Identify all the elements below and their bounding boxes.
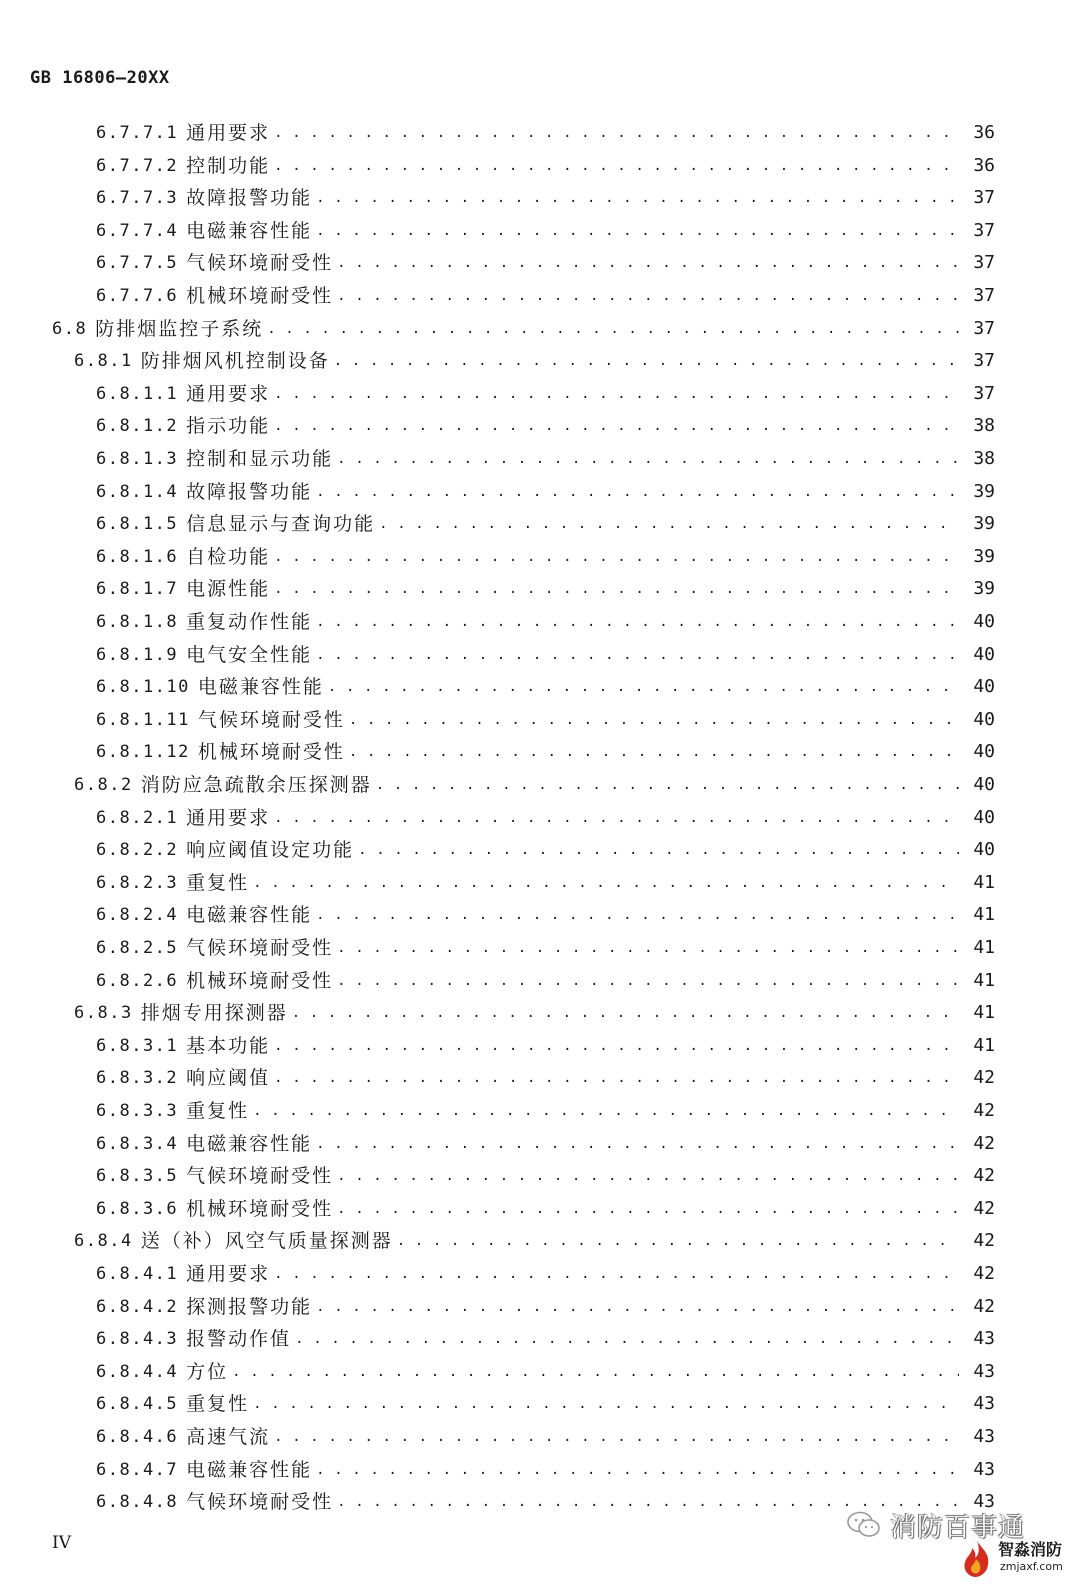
- toc-entry-title: 电磁兼容性能: [197, 676, 324, 699]
- toc-entry[interactable]: [0, 1062, 1080, 1094]
- toc-entry-page: 41: [973, 904, 995, 926]
- toc-leader-dots: [337, 247, 959, 279]
- toc-entry[interactable]: [0, 247, 1080, 279]
- toc-leader-dots: [274, 1062, 959, 1094]
- toc-entry-number: 6.8.2.1: [96, 807, 179, 828]
- toc-leader-dots: [253, 1095, 959, 1127]
- toc-entry-number: 6.8.4.1: [96, 1264, 179, 1284]
- toc-entry-title: 重复性: [186, 1393, 250, 1416]
- toc-leader-dots: [316, 606, 959, 638]
- toc-entry-number: 6.7.7.3: [96, 188, 179, 209]
- toc-entry-number: 6.8.4.7: [96, 1459, 179, 1480]
- toc-entry-number: 6.8.4.3: [96, 1329, 179, 1350]
- toc-entry-title: 基本功能: [186, 1034, 271, 1057]
- toc-entry-page: 38: [973, 415, 995, 437]
- toc-leader-dots: [337, 280, 959, 312]
- toc-entry[interactable]: [0, 867, 1080, 899]
- toc-entry-number: 6.7.7.4: [96, 220, 179, 241]
- toc-entry-title: 故障报警功能: [186, 480, 313, 503]
- toc-leader-dots: [316, 639, 959, 671]
- toc-entry-page: 41: [973, 1034, 995, 1056]
- toc-entry-title: 机械环境耐受性: [197, 741, 345, 764]
- toc-entry-title: 探测报警功能: [186, 1295, 313, 1318]
- toc-entry-page: 42: [973, 1132, 995, 1154]
- toc-entry-title: 防排烟风机控制设备: [140, 350, 330, 373]
- toc-entry[interactable]: [0, 378, 1080, 410]
- watermark-text: 消防百事通: [890, 1512, 1026, 1543]
- toc-entry-page: 39: [973, 513, 995, 535]
- toc-entry-page: 36: [973, 122, 995, 143]
- toc-entry-title: 控制功能: [186, 154, 271, 177]
- toc-entry-page: 42: [973, 1067, 995, 1089]
- toc-entry-title: 电气安全性能: [186, 643, 313, 666]
- toc-leader-dots: [274, 1258, 959, 1290]
- toc-entry-title: 电磁兼容性能: [186, 219, 313, 242]
- toc-entry[interactable]: [0, 899, 1080, 931]
- toc-entry-page: 39: [973, 545, 995, 567]
- toc-entry-number: 6.8.1.2: [96, 416, 179, 437]
- toc-entry-number: 6.8.1.4: [96, 481, 179, 502]
- toc-entry[interactable]: [0, 1323, 1080, 1355]
- toc-entry[interactable]: [0, 443, 1080, 475]
- toc-entry-title: 重复性: [186, 1100, 250, 1122]
- toc-entry-title: 通用要求: [186, 1263, 271, 1285]
- toc-entry-title: 消防应急疏散余压探测器: [140, 774, 372, 796]
- toc-entry-number: 6.8: [52, 318, 88, 339]
- toc-entry-page: 43: [973, 1458, 995, 1480]
- toc-entry-page: 37: [973, 317, 995, 339]
- toc-entry[interactable]: [0, 1225, 1080, 1257]
- toc-leader-dots: [274, 1421, 959, 1453]
- toc-leader-dots: [274, 150, 959, 182]
- toc-entry[interactable]: [0, 1258, 1080, 1290]
- toc-entry-page: 42: [973, 1263, 995, 1284]
- toc-entry-title: 电磁兼容性能: [186, 1132, 313, 1155]
- toc-entry-page: 42: [973, 1100, 995, 1121]
- toc-entry-page: 41: [973, 871, 995, 893]
- toc-entry-title: 气候环境耐受性: [186, 1165, 334, 1188]
- toc-entry-number: 6.8.4.4: [96, 1361, 179, 1382]
- toc-entry[interactable]: [0, 1356, 1080, 1388]
- toc-entry-number: 6.8.1.3: [96, 449, 179, 469]
- toc-leader-dots: [274, 541, 959, 573]
- toc-entry-page: 42: [973, 1197, 995, 1219]
- toc-leader-dots: [316, 899, 959, 931]
- toc-entry[interactable]: [0, 508, 1080, 540]
- brand-logo: [958, 1535, 1068, 1583]
- toc-leader-dots: [274, 573, 959, 605]
- toc-entry-title: 指示功能: [186, 415, 271, 438]
- toc-entry[interactable]: [0, 606, 1080, 638]
- toc-entry[interactable]: [0, 736, 1080, 768]
- toc-leader-dots: [316, 1291, 959, 1323]
- toc-entry[interactable]: [0, 1160, 1080, 1192]
- toc-entry-title: 信息显示与查询功能: [186, 513, 376, 536]
- toc-leader-dots: [379, 508, 959, 540]
- toc-entry[interactable]: [0, 1388, 1080, 1420]
- toc-entry[interactable]: [0, 215, 1080, 247]
- toc-entry-page: 37: [973, 252, 995, 274]
- toc-entry[interactable]: [0, 769, 1080, 801]
- toc-entry-page: 40: [973, 806, 995, 828]
- toc-entry[interactable]: [0, 1030, 1080, 1062]
- toc-entry-page: 37: [973, 187, 995, 209]
- toc-entry-title: 通用要求: [186, 382, 271, 405]
- toc-entry-page: 39: [973, 480, 995, 502]
- page-number-roman: IV: [52, 1533, 71, 1553]
- toc-entry-title: 气候环境耐受性: [186, 937, 334, 959]
- toc-leader-dots: [337, 1160, 959, 1192]
- toc-entry-number: 6.8.3.2: [96, 1068, 179, 1089]
- toc-entry-title: 控制和显示功能: [186, 448, 334, 470]
- toc-entry-number: 6.8.1.7: [96, 579, 179, 600]
- toc-leader-dots: [274, 802, 959, 834]
- toc-entry-number: 6.8.1.1: [96, 383, 179, 404]
- toc-entry-number: 6.8.4.2: [96, 1296, 179, 1317]
- toc-entry-number: 6.8.1: [74, 351, 133, 372]
- toc-entry-page: 40: [973, 708, 995, 730]
- toc-entry-page: 43: [973, 1426, 995, 1447]
- toc-entry-title: 机械环境耐受性: [186, 969, 334, 992]
- toc-entry-number: 6.8.2.5: [96, 938, 179, 958]
- toc-entry-title: 通用要求: [186, 122, 271, 144]
- toc-entry-number: 6.8.1.6: [96, 546, 179, 567]
- toc-entry-number: 6.8.1.8: [96, 612, 179, 632]
- toc-entry-page: 37: [973, 350, 995, 372]
- toc-leader-dots: [274, 1030, 959, 1062]
- toc-entry[interactable]: [0, 182, 1080, 214]
- toc-leader-dots: [337, 443, 959, 475]
- logo-url: zmjaxf.com: [1000, 1560, 1063, 1573]
- toc-entry[interactable]: [0, 345, 1080, 377]
- toc-entry-title: 重复性: [186, 871, 250, 894]
- toc-leader-dots: [274, 117, 959, 149]
- toc-entry[interactable]: [0, 932, 1080, 964]
- toc-entry[interactable]: [0, 802, 1080, 834]
- toc-entry-page: 36: [973, 154, 995, 176]
- toc-entry-page: 42: [973, 1295, 995, 1317]
- toc-entry-page: 40: [973, 676, 995, 698]
- toc-entry-number: 6.7.7.6: [96, 286, 179, 306]
- toc-entry-title: 自检功能: [186, 545, 271, 568]
- toc-entry-title: 防排烟监控子系统: [95, 317, 264, 340]
- toc-entry[interactable]: [0, 280, 1080, 312]
- logo-name: 智淼消防: [998, 1540, 1063, 1559]
- toc-entry-number: 6.7.7.1: [96, 123, 179, 143]
- toc-entry-number: 6.8.2.3: [96, 872, 179, 893]
- toc-entry-page: 42: [973, 1230, 995, 1252]
- toc-entry-title: 响应阈值设定功能: [186, 839, 355, 862]
- toc-entry-page: 37: [973, 382, 995, 404]
- toc-leader-dots: [295, 1323, 959, 1355]
- toc-entry-page: 37: [973, 285, 995, 306]
- toc-leader-dots: [337, 1193, 959, 1225]
- toc-leader-dots: [358, 834, 959, 866]
- toc-entry-title: 电磁兼容性能: [186, 1458, 313, 1481]
- toc-entry-title: 排烟专用探测器: [140, 1002, 288, 1025]
- toc-entry-title: 电源性能: [186, 578, 271, 601]
- toc-entry-number: 6.8.1.9: [96, 644, 179, 665]
- toc-entry[interactable]: [0, 1421, 1080, 1453]
- toc-entry-title: 机械环境耐受性: [186, 1197, 334, 1220]
- toc-entry-page: 41: [973, 969, 995, 991]
- toc-leader-dots: [253, 1388, 959, 1420]
- toc-entry[interactable]: [0, 150, 1080, 182]
- toc-entry-number: 6.8.3: [74, 1003, 133, 1024]
- toc-entry-page: 40: [973, 643, 995, 665]
- toc-entry[interactable]: [0, 704, 1080, 736]
- toc-leader-dots: [316, 1454, 959, 1486]
- toc-entry-page: 43: [973, 1491, 995, 1513]
- toc-entry-page: 39: [973, 578, 995, 600]
- toc-entry[interactable]: [0, 117, 1080, 149]
- toc-entry-page: 41: [973, 937, 995, 958]
- toc-entry-page: 41: [973, 1002, 995, 1024]
- toc-entry-title: 气候环境耐受性: [197, 708, 345, 731]
- toc-leader-dots: [328, 671, 959, 703]
- toc-leader-dots: [267, 313, 959, 345]
- toc-entry-title: 送（补）风空气质量探测器: [140, 1230, 393, 1253]
- toc-entry-title: 气候环境耐受性: [186, 1491, 334, 1514]
- toc-leader-dots: [334, 345, 959, 377]
- toc-entry-number: 6.8.2.2: [96, 840, 179, 861]
- toc-entry-page: 43: [973, 1360, 995, 1382]
- toc-entry-page: 43: [973, 1393, 995, 1415]
- toc-leader-dots: [316, 1128, 959, 1160]
- toc-entry-number: 6.8.4.5: [96, 1394, 179, 1415]
- toc-entry-title: 响应阈值: [186, 1067, 271, 1090]
- toc-entry-title: 通用要求: [186, 806, 271, 829]
- toc-entry-number: 6.8.4: [74, 1231, 133, 1252]
- toc-entry[interactable]: [0, 1095, 1080, 1127]
- toc-leader-dots: [253, 867, 959, 899]
- toc-leader-dots: [274, 378, 959, 410]
- toc-entry-number: 6.8.1.10: [96, 677, 190, 698]
- toc-entry-number: 6.8.3.3: [96, 1101, 179, 1121]
- toc-entry[interactable]: [0, 965, 1080, 997]
- toc-entry[interactable]: [0, 573, 1080, 605]
- toc-leader-dots: [349, 704, 959, 736]
- toc-entry-title: 机械环境耐受性: [186, 285, 334, 307]
- toc-entry-number: 6.8.3.1: [96, 1035, 179, 1056]
- standard-code: GB 16806—20XX: [30, 68, 170, 88]
- toc-entry-number: 6.8.2.4: [96, 905, 179, 926]
- toc-entry-page: 40: [973, 611, 995, 632]
- toc-entry-page: 43: [973, 1328, 995, 1350]
- toc-entry[interactable]: [0, 541, 1080, 573]
- toc-entry-number: 6.8.2.6: [96, 970, 179, 991]
- toc-leader-dots: [316, 182, 959, 214]
- toc-entry-title: 重复动作性能: [186, 611, 313, 633]
- toc-entry[interactable]: [0, 997, 1080, 1029]
- toc-entry-page: 40: [973, 774, 995, 795]
- toc-entry-number: 6.8.3.4: [96, 1133, 179, 1154]
- toc-entry-number: 6.7.7.5: [96, 253, 179, 274]
- toc-entry-title: 方位: [186, 1360, 229, 1383]
- toc-leader-dots: [232, 1356, 959, 1388]
- toc-entry-number: 6.8.1.12: [96, 742, 190, 763]
- toc-entry-number: 6.8.4.8: [96, 1492, 179, 1513]
- toc-entry[interactable]: [0, 1193, 1080, 1225]
- toc-leader-dots: [337, 932, 959, 964]
- toc-leader-dots: [316, 476, 959, 508]
- toc-entry-number: 6.8.1.5: [96, 514, 179, 535]
- toc-entry-title: 气候环境耐受性: [186, 252, 334, 275]
- toc-entry[interactable]: [0, 476, 1080, 508]
- toc-entry[interactable]: [0, 1454, 1080, 1486]
- toc-entry-page: 42: [973, 1165, 995, 1187]
- toc-entry-number: 6.8.1.11: [96, 709, 190, 730]
- toc-entry-number: 6.8.3.5: [96, 1166, 179, 1187]
- toc-entry-page: 40: [973, 741, 995, 763]
- toc-entry-title: 故障报警功能: [186, 187, 313, 210]
- toc-entry[interactable]: [0, 1128, 1080, 1160]
- toc-leader-dots: [349, 736, 959, 768]
- toc-entry[interactable]: [0, 671, 1080, 703]
- toc-entry[interactable]: [0, 1291, 1080, 1323]
- toc-leader-dots: [397, 1225, 959, 1257]
- toc-entry-title: 电磁兼容性能: [186, 904, 313, 927]
- toc-leader-dots: [376, 769, 959, 801]
- toc-entry-page: 38: [973, 448, 995, 469]
- toc-entry-title: 报警动作值: [186, 1328, 292, 1351]
- toc-entry-number: 6.8.3.6: [96, 1198, 179, 1219]
- toc-entry-number: 6.8.2: [74, 775, 133, 795]
- toc-entry[interactable]: [0, 639, 1080, 671]
- toc-entry-number: 6.7.7.2: [96, 155, 179, 176]
- toc-leader-dots: [316, 215, 959, 247]
- toc-leader-dots: [337, 965, 959, 997]
- toc-entry-title: 高速气流: [186, 1426, 271, 1448]
- toc-entry[interactable]: [0, 410, 1080, 442]
- toc-leader-dots: [274, 410, 959, 442]
- wechat-icon: [846, 1510, 882, 1540]
- toc-entry-page: 40: [973, 839, 995, 861]
- toc-entry-page: 37: [973, 219, 995, 241]
- toc-entry-number: 6.8.4.6: [96, 1427, 179, 1447]
- toc-entry[interactable]: [0, 313, 1080, 345]
- toc-leader-dots: [292, 997, 959, 1029]
- toc-entry[interactable]: [0, 834, 1080, 866]
- flame-logo-icon: [958, 1539, 996, 1579]
